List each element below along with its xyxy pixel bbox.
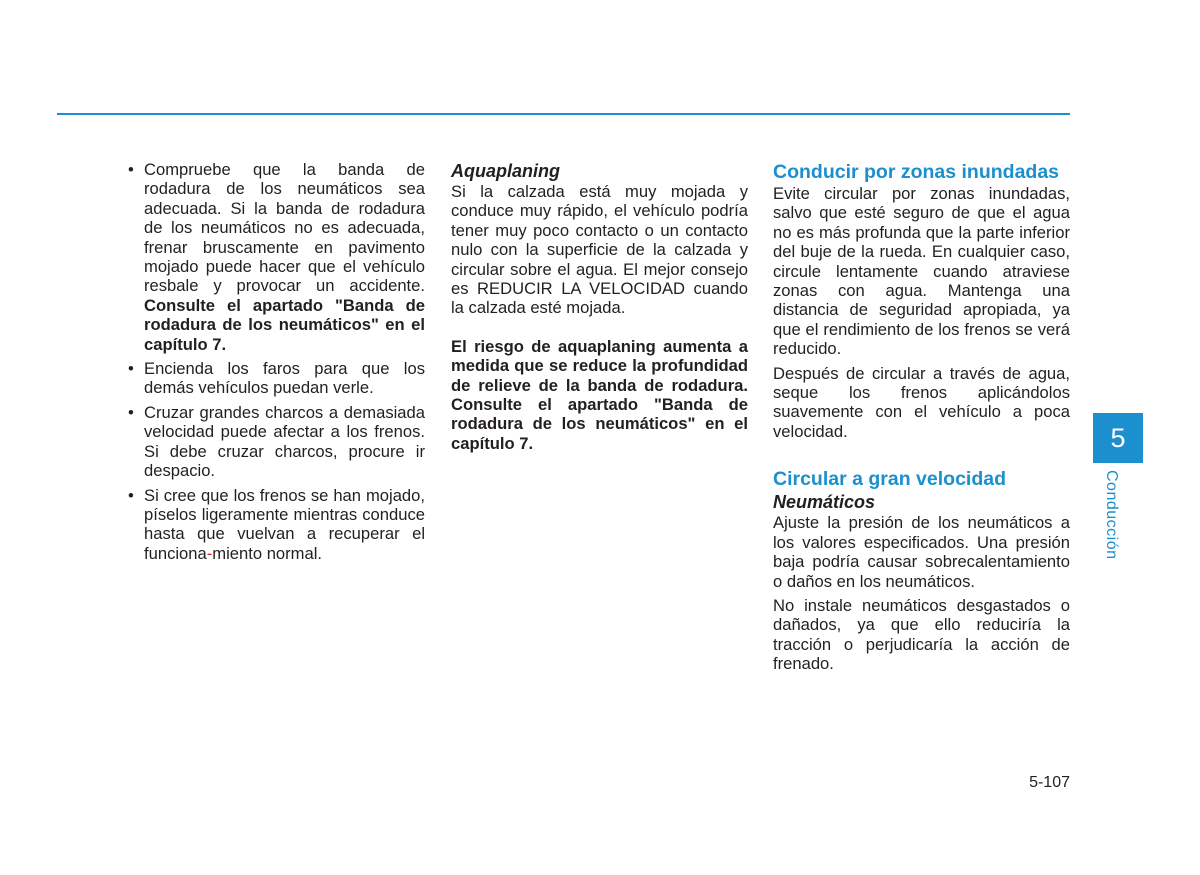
bullet-list: [127, 160, 425, 563]
header-rule: [57, 113, 1070, 115]
chapter-side-label: Conducción: [1103, 470, 1120, 560]
paragraph: Ajuste la presión de los neumáticos a los valores especificados. Una presión baja podría causar sobrecalentamiento o daños en los neumáticos.: [773, 513, 1070, 591]
list-item: [127, 359, 425, 398]
column-left: [127, 160, 425, 568]
section-heading-flooded: Conducir por zonas inundadas: [773, 161, 1060, 183]
subheading-aquaplaning: Aquaplaning: [451, 161, 560, 181]
bullet-text: Encienda los faros para que los demás vehículos puedan verle.: [144, 359, 425, 398]
paragraph: Después de circular a través de agua, seque los frenos aplicándolos suavemente con el vehículo a poca velocidad.: [773, 363, 1070, 441]
paragraph: Evite circular por zonas inundadas, salvo que esté seguro de que el agua no es más profunda que la parte inferior del buje de la rueda. En cualquier caso, circule lentamente cuando atraviese zonas con agua. Mantenga una distancia de seguridad apropiada, ya que el rendimiento de los frenos se verá reducido.: [773, 184, 1070, 359]
bullet-icon: •: [128, 160, 134, 179]
bullet-bold-text: Consulte el apartado "Banda de rodadura de los neumáticos" en el capítulo 7.: [144, 295, 425, 354]
bullet-text: Compruebe que la banda de rodadura de los neumáticos sea adecuada. Si la banda de rodadura de los neumáticos no es adecuada, frenar bruscamente en pavimento mojado puede hacer que el vehículo resbale y provocar un accidente.: [144, 160, 425, 296]
column-middle: [451, 160, 748, 453]
bullet-icon: •: [128, 402, 134, 422]
column-right: [773, 160, 1070, 674]
bullet-text: Cruzar grandes charcos a demasiada velocidad puede afectar a los frenos. Si debe cruzar charcos, procure ir despacio.: [144, 402, 425, 481]
bullet-icon: •: [128, 359, 134, 379]
section-heading-high-speed: Circular a gran velocidad: [773, 468, 1007, 491]
bullet-text: Si cree que los frenos se han mojado, píselos ligeramente mientras conduce hasta que vuelvan a recuperar el funciona: [144, 485, 425, 563]
chapter-number-tab: 5: [1093, 413, 1143, 463]
bullet-icon: •: [128, 485, 134, 505]
list-item: [127, 403, 425, 481]
list-item: [127, 486, 425, 564]
bullet-text-continued: miento normal.: [212, 543, 323, 563]
warning-paragraph: El riesgo de aquaplaning aumenta a medida que se reduce la profundidad de relieve de la banda de rodadura. Consulte el apartado "Banda de rodadura de los neumáticos" en el capítulo 7.: [451, 336, 748, 453]
subheading-tires: Neumáticos: [773, 492, 876, 513]
hyphen-mark: -: [206, 543, 213, 563]
paragraph: No instale neumáticos desgastados o dañados, ya que ello reduciría la tracción o perjudicaría la acción de frenado.: [773, 595, 1070, 674]
list-item: [127, 160, 425, 354]
page-number: 5-107: [1029, 774, 1070, 791]
paragraph: Si la calzada está muy mojada y conduce muy rápido, el vehículo podría tener muy poco contacto o un contacto nulo con la superficie de la calzada y circular sobre el agua. El mejor consejo es REDUCIR LA VELOCIDAD cuando la calzada esté mojada.: [451, 182, 748, 318]
